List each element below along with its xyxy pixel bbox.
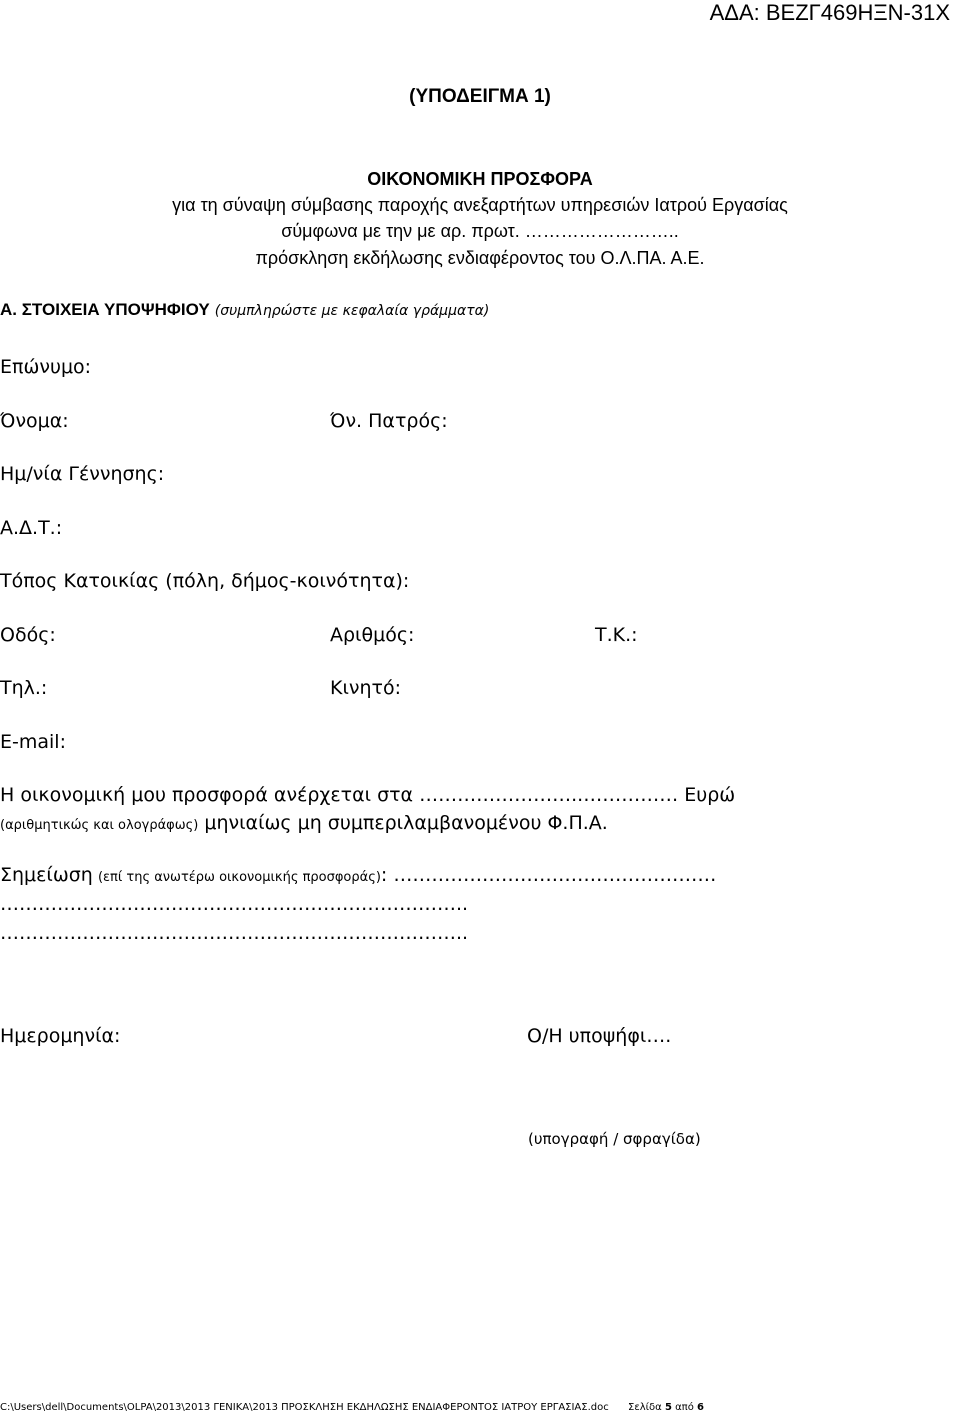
footer-page-word: Σελίδα xyxy=(628,1402,662,1413)
note-dots-line-2: ……………………………………………………………….. xyxy=(0,922,469,944)
date-label: Ημερομηνία: xyxy=(0,1025,121,1047)
footer-total-pages: 6 xyxy=(697,1402,704,1413)
footer-file-path: C:\Users\dell\Documents\OLPA\2013\2013 ΓΕΝΙΚΑ\2013 ΠΡΟΣΚΛΗΣΗ ΕΚΔΗΛΩΣΗΣ ΕΝΔΙΑΦΕΡΟΝΤΟΣ ΙΑΤΡΟΥ ΕΡΓΑΣΙΑΣ.doc xyxy=(0,1402,609,1413)
note-line xyxy=(0,864,716,886)
birth-date-label: Ημ/νία Γέννησης: xyxy=(0,463,165,485)
id-card-label: Α.Δ.Τ.: xyxy=(0,517,63,539)
street-label: Οδός: xyxy=(0,624,56,646)
postal-code-label: Τ.Κ.: xyxy=(595,624,638,646)
email-label: E-mail: xyxy=(0,731,66,753)
note-small: (επί της ανωτέρω οικονομικής προσφοράς) xyxy=(97,870,381,885)
surname-label: Επώνυμο: xyxy=(0,356,92,378)
offer-line-2 xyxy=(0,812,608,834)
footer-page-number xyxy=(628,1402,704,1413)
residence-label: Τόπος Κατοικίας (πόλη, δήμος-κοινότητα): xyxy=(0,570,410,592)
offer-amount-note: (αριθμητικώς και ολογράφως) xyxy=(0,818,199,833)
section-a-note: (συμπληρώστε με κεφαλαία γράμματα) xyxy=(214,303,490,319)
number-label: Αριθμός: xyxy=(330,624,415,646)
footer-current-page: 5 xyxy=(664,1402,672,1413)
section-a-title: Α. ΣΤΟΙΧΕΙΑ ΥΠΟΨΗΦΙΟΥ xyxy=(0,300,210,319)
candidate-label: Ο/Η υποψήφι…. xyxy=(527,1025,672,1047)
mobile-label: Κινητό: xyxy=(330,677,402,699)
phone-label: Τηλ.: xyxy=(0,677,48,699)
subtitle-line-1: για τη σύναψη σύμβασης παροχής ανεξαρτήτων υπηρεσιών Ιατρού Εργασίας xyxy=(172,195,788,215)
subtitle-line-3: πρόσκληση εκδήλωσης ενδιαφέροντος του Ο.Λ.ΠΑ. Α.Ε. xyxy=(255,248,705,268)
name-label: Όνομα: xyxy=(0,410,69,432)
offer-monthly-text: μηνιαίως μη συμπεριλαμβανομένου Φ.Π.Α. xyxy=(198,812,608,834)
offer-line-1: Η οικονομική μου προσφορά ανέρχεται στα ……………………..…………… Ευρώ xyxy=(0,784,736,806)
document-title: ΟΙΚΟΝΟΜΙΚΗ ΠΡΟΣΦΟΡΑ xyxy=(367,169,593,189)
footer-of-word: από xyxy=(675,1402,694,1413)
note-label: Σημείωση xyxy=(0,864,93,886)
note-dots-line-1: ……………………………………………………………….. xyxy=(0,893,469,915)
ada-stamp: ΑΔΑ: ΒΕΖΓ469ΗΞΝ-31Χ xyxy=(709,0,950,25)
section-a-heading xyxy=(0,300,489,320)
father-name-label: Όν. Πατρός: xyxy=(330,410,448,432)
signature-label: (υπογραφή / σφραγίδα) xyxy=(528,1130,701,1148)
subtitle-line-2: σύμφωνα με την με αρ. πρωτ. …………………….. xyxy=(281,221,679,241)
sample-label: (ΥΠΟΔΕΙΓΜΑ 1) xyxy=(409,86,551,107)
note-dots: : …………………………………………… xyxy=(380,864,717,886)
